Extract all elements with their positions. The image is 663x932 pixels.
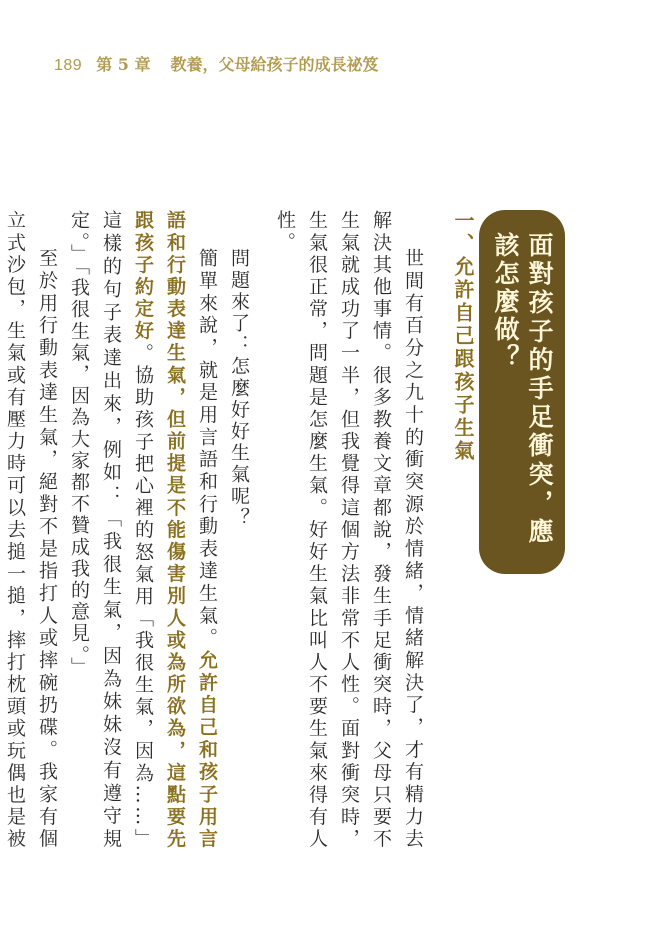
paragraph-1: 世間有百分之九十的衝突源於情緒，情緒解決了，才有精力去解決其他事情。很多教養文章都說，發生手足衝突時，父母只要不生氣就成功了一半，但我覺得這個方法非常不人性。面對衝突時，生氣很正常，問題是怎麼生氣。好好生氣比叫人不要生氣來得有人性。 bbox=[274, 210, 424, 850]
highlighted-text: 允許自己和孩子用言語和行動表達生氣，但前提是不能傷害別人或為所欲為，這點要先跟孩子約定好 bbox=[132, 210, 218, 850]
subheading: 一、允許自己跟孩子生氣 bbox=[451, 210, 475, 463]
paragraph-4-text: 至於用行動表達生氣，絕對不是指打人或摔碗扔碟。我家有個立式沙包，生氣或有壓力時可以去搥一搥，摔打枕頭或玩偶也是被 bbox=[4, 210, 58, 850]
page-number: 189 bbox=[54, 57, 83, 74]
chapter-label: 第 5 章 bbox=[96, 55, 151, 74]
section-title-banner bbox=[479, 210, 565, 574]
paragraph-4 bbox=[0, 210, 63, 850]
paragraph-3 bbox=[63, 210, 223, 850]
paragraph-3-text-a: 簡單來說，就是用言語和行動表達生氣。 bbox=[196, 248, 218, 650]
vertical-body-text bbox=[0, 210, 565, 850]
paragraph-2: 問題來了：怎麼好好生氣呢？ bbox=[228, 248, 250, 529]
running-header bbox=[54, 52, 379, 80]
paragraph-3-text-b: 。協助孩子把心裡的怒氣用「我很生氣，因為……」這樣的句子表達出來，例如：「我很生氣，因為妹妹沒有遵守規定。」「我很生氣，因為大家都不贊成我的意見。」 bbox=[68, 210, 154, 850]
chapter-title: 教養，父母給孩子的成長祕笈 bbox=[170, 55, 379, 74]
section-title: 面對孩子的手足衝突，應該怎麼做？ bbox=[491, 232, 554, 546]
